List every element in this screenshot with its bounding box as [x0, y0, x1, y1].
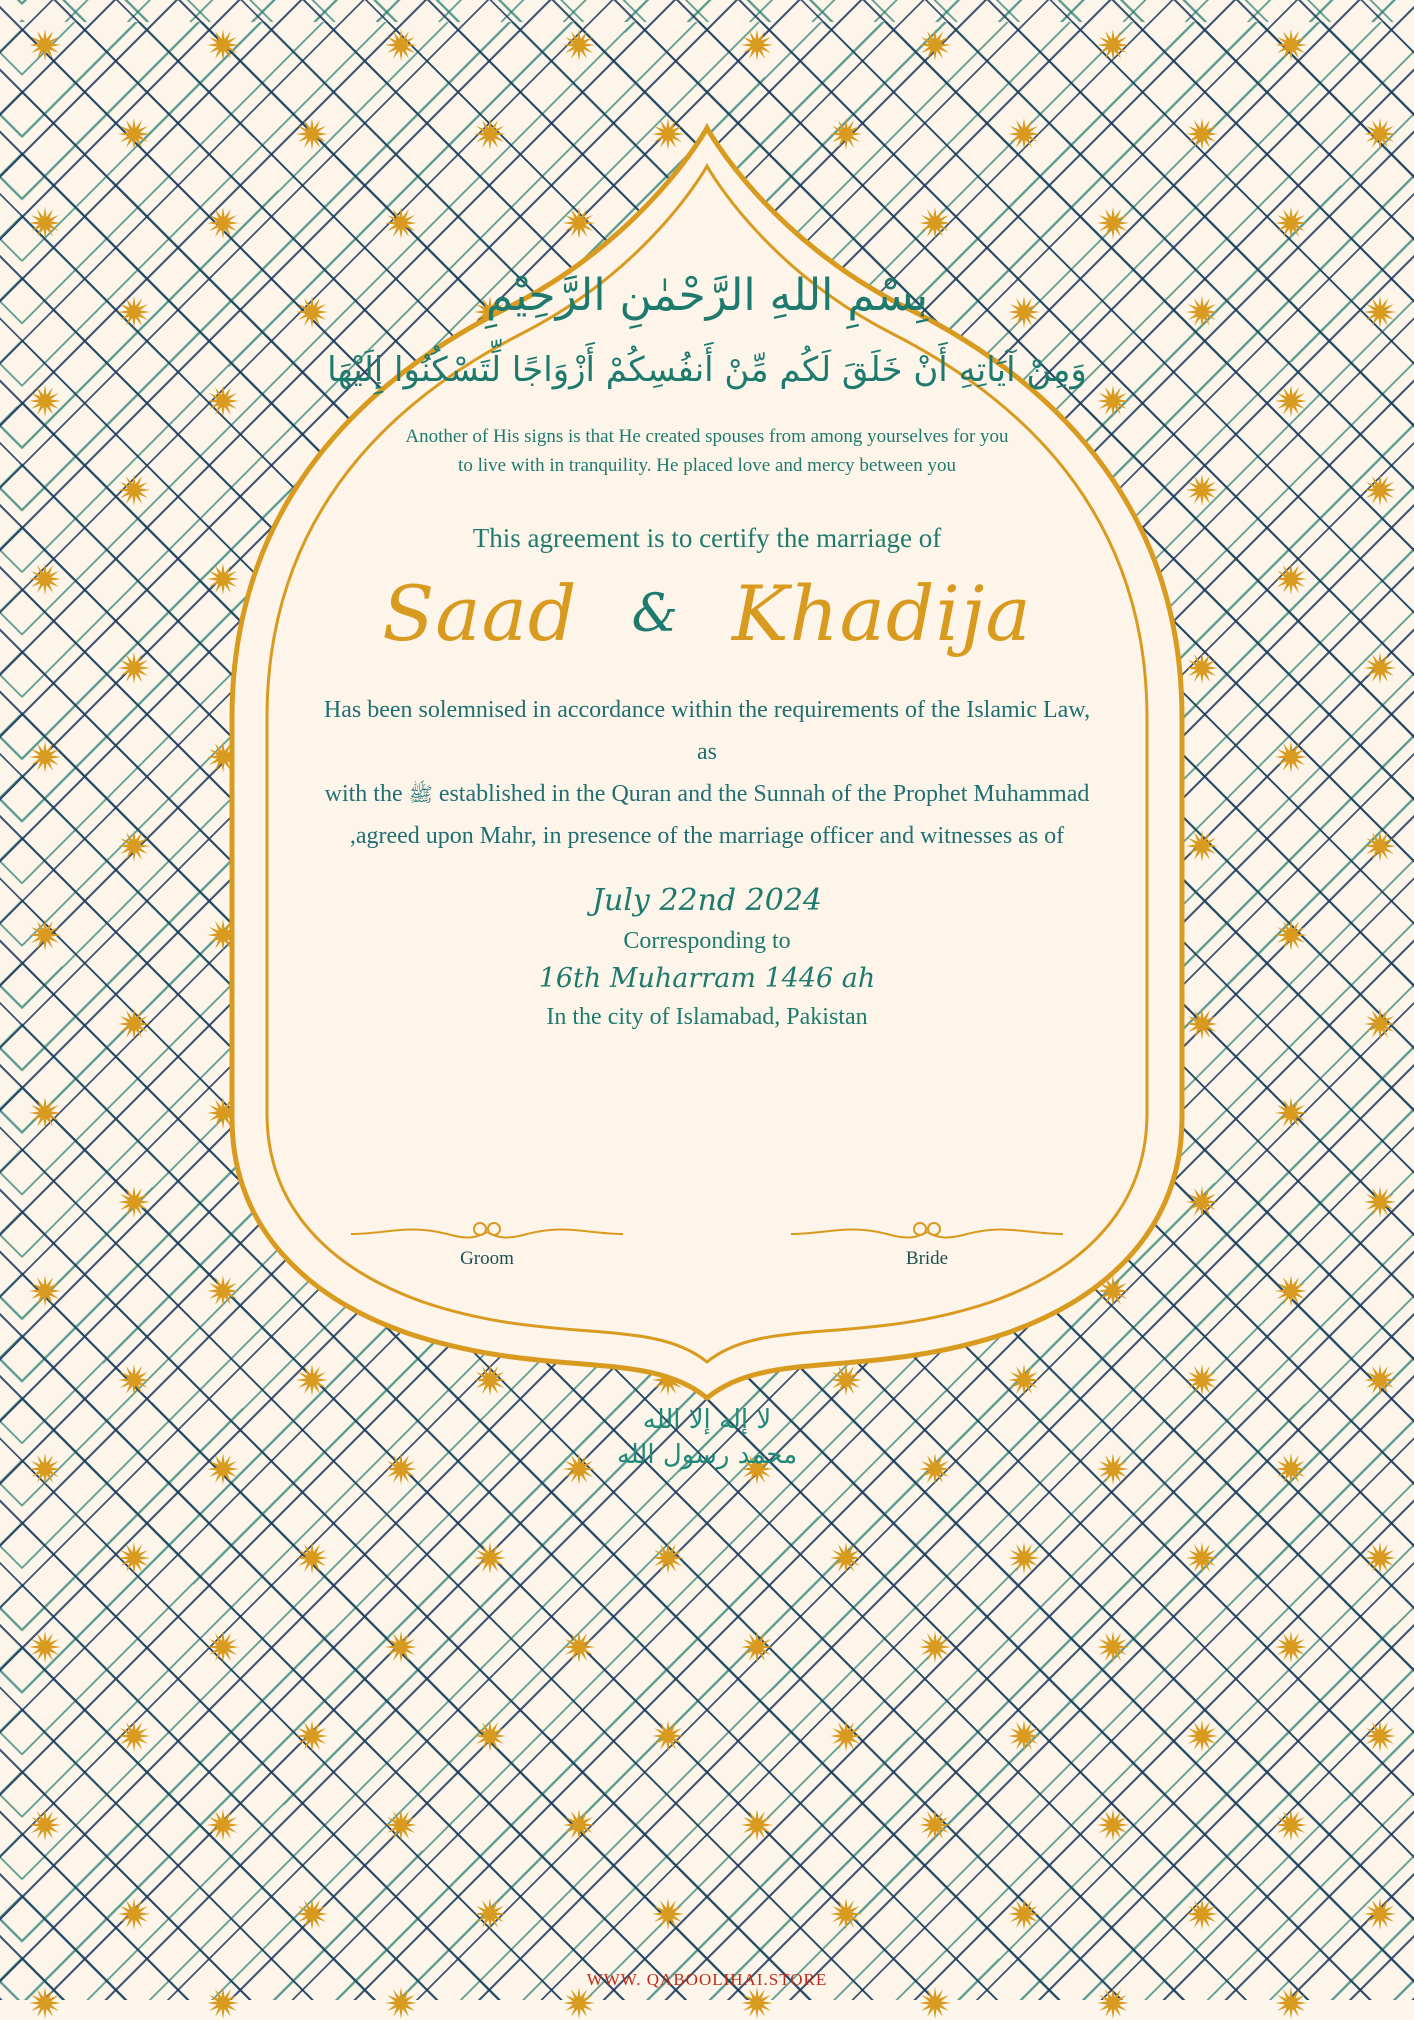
ayah-translation-line-1: Another of His signs is that He created spouses from among yourselves for you [405, 426, 1009, 447]
star-motif [117, 117, 151, 151]
statement-line-2 [317, 773, 1097, 815]
star-motif [473, 1719, 507, 1753]
star-motif [206, 1986, 240, 2020]
star-motif [117, 473, 151, 507]
star-motif [117, 1185, 151, 1219]
star-motif [1363, 1007, 1397, 1041]
pbuh-glyph: ﷺ [408, 782, 433, 807]
star-motif [740, 1630, 774, 1664]
statement-line-3: ,agreed upon Mahr, in presence of the marriage officer and witnesses as of [349, 823, 1065, 850]
star-motif [562, 1808, 596, 1842]
star-motif [1363, 829, 1397, 863]
star-motif [117, 1541, 151, 1575]
groom-signature-rule [337, 1220, 637, 1242]
statement-line-2-after: established in the Quran and the Sunnah of the Prophet Muhammad [438, 781, 1090, 808]
certificate-arch-panel [207, 118, 1207, 1471]
star-motif [1274, 384, 1308, 418]
star-motif [1096, 1986, 1130, 2020]
star-motif [28, 740, 62, 774]
star-motif [740, 1808, 774, 1842]
star-motif [28, 562, 62, 596]
couple-names [327, 568, 1087, 658]
star-motif [918, 28, 952, 62]
star-motif [562, 1630, 596, 1664]
star-motif [1274, 28, 1308, 62]
star-motif [28, 1096, 62, 1130]
certificate-content [323, 268, 1091, 1031]
star-motif [651, 1897, 685, 1931]
star-motif [562, 1452, 596, 1486]
star-motif [1363, 651, 1397, 685]
bride-signature-block[interactable] [777, 1220, 1077, 1270]
star-motif [28, 1986, 62, 2020]
statement-line-1: Has been solemnised in accordance within the requirements of the Islamic Law, as [323, 697, 1091, 766]
star-motif [1363, 1719, 1397, 1753]
star-motif [28, 918, 62, 952]
star-motif [1274, 1274, 1308, 1308]
star-motif [28, 206, 62, 240]
ayah-translation-line-2: to live with in tranquility. He placed love and mercy between you [458, 455, 956, 477]
star-motif [117, 1363, 151, 1397]
star-motif [1274, 206, 1308, 240]
star-motif [1363, 473, 1397, 507]
star-motif [1274, 1452, 1308, 1486]
star-motif [1363, 1541, 1397, 1575]
star-motif [28, 1274, 62, 1308]
star-motif [1096, 1808, 1130, 1842]
groom-name: Saad [382, 568, 578, 658]
star-motif [1274, 918, 1308, 952]
bride-signature-label: Bride [905, 1248, 949, 1269]
star-motif [384, 1630, 418, 1664]
star-motif [206, 1630, 240, 1664]
star-motif [829, 1541, 863, 1575]
certify-heading: This agreement is to certify the marriage of [472, 522, 942, 553]
star-motif [1096, 1630, 1130, 1664]
city-line: In the city of Islamabad, Pakistan [546, 1004, 868, 1031]
star-motif [740, 28, 774, 62]
star-motif [918, 1630, 952, 1664]
star-motif [1274, 1096, 1308, 1130]
star-motif [1096, 28, 1130, 62]
star-motif [1274, 1808, 1308, 1842]
star-motif [918, 1986, 952, 2020]
ampersand-separator: & [631, 583, 678, 644]
star-motif [1363, 117, 1397, 151]
star-motif [1274, 562, 1308, 596]
star-motif [28, 1630, 62, 1664]
star-motif [1007, 1897, 1041, 1931]
statement-line-2-before: with the [324, 781, 403, 808]
quran-ayah-arabic: وَمِنْ آيَاتِهِ أَنْ خَلَقَ لَكُم مِّنْ أَنفُسِكُمْ أَزْوَاجًا لِّتَسْكُنُوا إِلَيْهَا [327, 350, 1087, 390]
star-motif [562, 28, 596, 62]
solemnisation-statement [317, 689, 1097, 857]
ayah-translation [377, 422, 1037, 481]
signature-row [337, 1220, 1077, 1270]
star-motif [1274, 1630, 1308, 1664]
star-motif [28, 1452, 62, 1486]
groom-signature-block[interactable] [337, 1220, 637, 1270]
bismillah-calligraphy: بِسْمِ اللهِ الرَّحْمٰنِ الرَّحِيْمِ [485, 270, 929, 321]
star-motif [28, 28, 62, 62]
gregorian-date: July 22nd 2024 [591, 883, 822, 919]
star-motif [1363, 1897, 1397, 1931]
star-motif [117, 651, 151, 685]
star-motif [918, 1452, 952, 1486]
star-motif [117, 1719, 151, 1753]
star-motif [117, 295, 151, 329]
star-motif [384, 1986, 418, 2020]
star-motif [473, 1897, 507, 1931]
star-motif [1007, 1719, 1041, 1753]
star-motif [117, 829, 151, 863]
star-motif [28, 384, 62, 418]
footer-website[interactable]: WWW. QABOOLIHAI.STORE [586, 1970, 828, 1989]
shahada-line-2: محمد رسول الله [616, 1440, 798, 1471]
star-motif [295, 1719, 329, 1753]
star-motif [651, 1541, 685, 1575]
star-motif [1363, 1185, 1397, 1219]
shahada-line-1: لا إله إلا الله [642, 1405, 772, 1435]
star-motif [295, 1897, 329, 1931]
star-motif [1363, 1363, 1397, 1397]
star-motif [473, 1541, 507, 1575]
star-motif [1274, 1986, 1308, 2020]
corresponding-label: Corresponding to [623, 928, 791, 955]
star-motif [28, 1808, 62, 1842]
star-motif [117, 1897, 151, 1931]
groom-signature-label: Groom [460, 1248, 514, 1269]
star-motif [384, 28, 418, 62]
star-motif [1274, 740, 1308, 774]
star-motif [1185, 1897, 1219, 1931]
star-motif [384, 1808, 418, 1842]
star-motif [295, 1541, 329, 1575]
star-motif [1363, 295, 1397, 329]
star-motif [384, 1452, 418, 1486]
star-motif [740, 1986, 774, 2020]
shahada-emblem [597, 1403, 817, 1473]
star-motif [1185, 1719, 1219, 1753]
star-motif [206, 28, 240, 62]
hijri-date: 16th Muharram 1446 ah [538, 963, 876, 995]
star-motif [206, 1452, 240, 1486]
bride-name: Khadija [731, 568, 1032, 658]
star-motif [1007, 1541, 1041, 1575]
bride-signature-rule [777, 1220, 1077, 1242]
star-motif [829, 1897, 863, 1931]
star-motif [117, 1007, 151, 1041]
star-motif [1185, 1541, 1219, 1575]
star-motif [829, 1719, 863, 1753]
star-motif [651, 1719, 685, 1753]
star-motif [206, 1808, 240, 1842]
star-motif [918, 1808, 952, 1842]
star-motif [562, 1986, 596, 2020]
star-motif [1096, 1452, 1130, 1486]
